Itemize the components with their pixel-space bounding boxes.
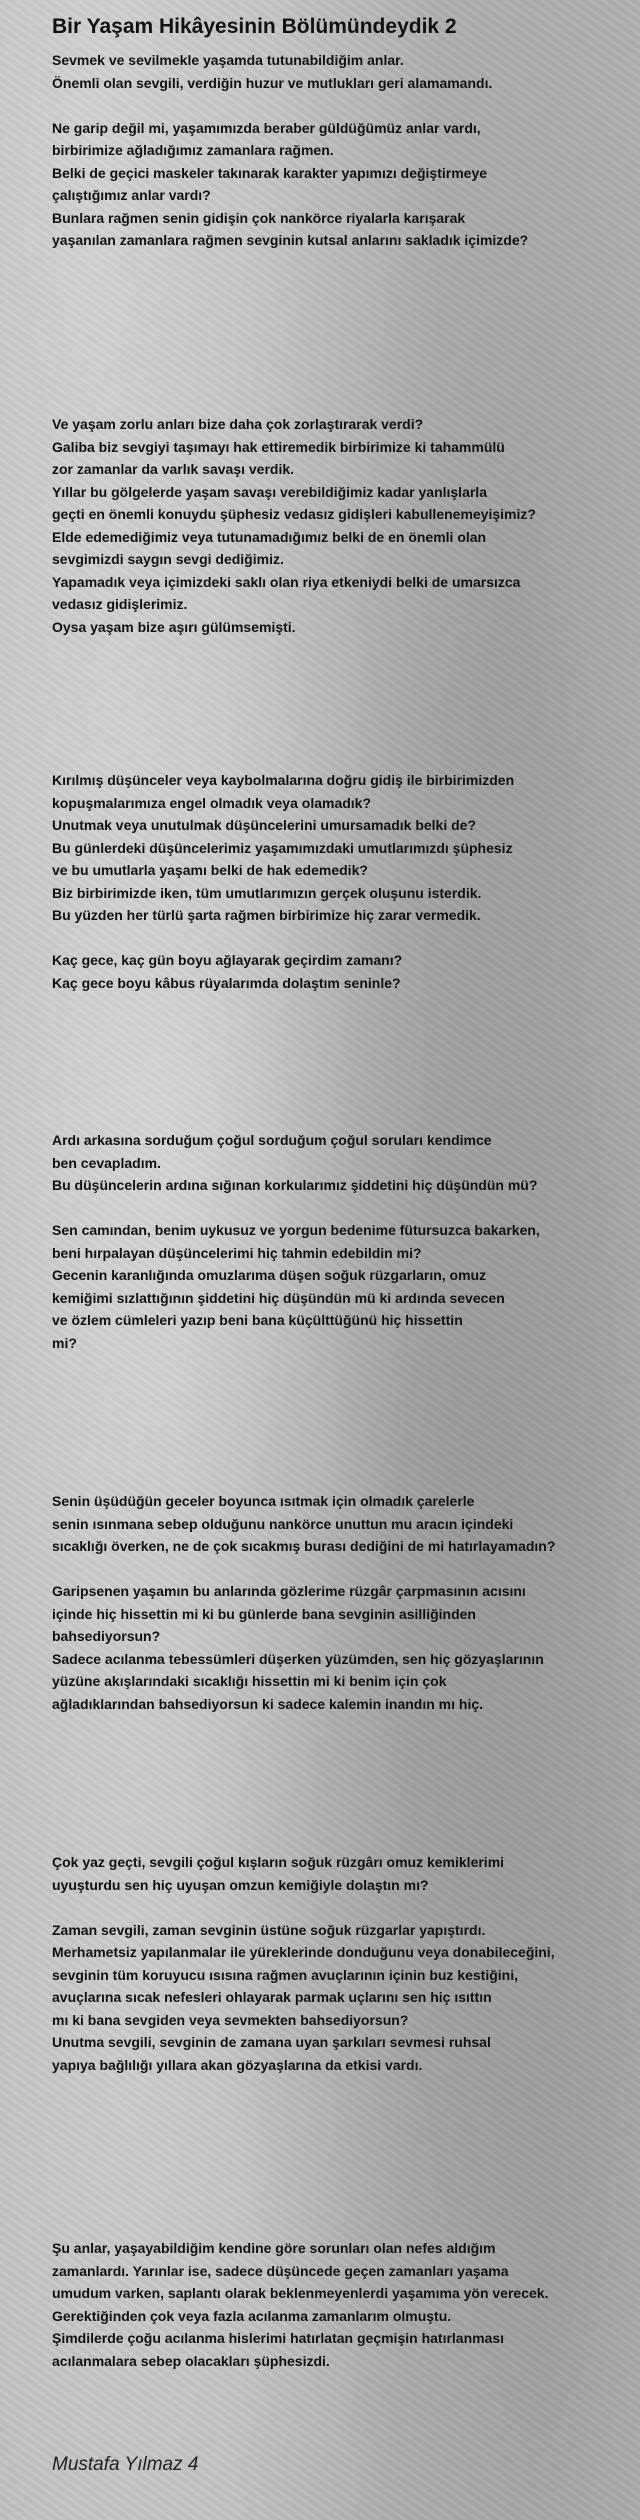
poem-stanza-6: Çok yaz geçti, sevgili çoğul kışların soğuk rüzgârı omuz kemiklerimi uyuşturdu sen hiç uyuşan omzun kemiğiyle dolaştın mı? Zaman sevgili, zaman sevginin üstüne soğuk rüzgarlar yapıştırdı. Merhametsiz yapılanmalar ile yüreklerinde donduğunu veya donabileceğini, sevginin tüm koruyucu ısısına rağmen avuçlarının içinin buz kestiğini, avuçlarına sıcak nefesleri ohlayarak parmak uçlarını sen hiç ısıttın mı ki bana sevgiden veya sevmekten bahsediyorsun? Unutma sevgili, sevginin de zamana uyan şarkıları sevmesi ruhsal yapıya bağlılığı yıllara akan gözyaşlarına da etkisi vardı. <box>52 1854 555 2073</box>
poem-stanza-1: Sevmek ve sevilmekle yaşamda tutunabildiğim anlar. Önemli olan sevgili, verdiğin huzur ve mutlukları geri alamamandı. Ne garip değil mi, yaşamımızda beraber güldüğümüz anlar vardı, birbirimize ağladığımız zamanlara rağmen. Belki de geçici maskeler takınarak karakter yapımızı değiştirmeye çalıştığımız anlar vardı? Bunlara rağmen senin gidişin çok nankörce riyalarla karışarak yaşanılan zamanlara rağmen sevginin kutsal anlarını sakladık içimizde? <box>52 52 529 248</box>
poem-stanza-3: Kırılmış düşünceler veya kaybolmalarına doğru gidiş ile birbirimizden kopuşmalarımıza engel olmadık veya olamadık? Unutmak veya unutulmak düşüncelerini umursamadık belki de? Bu günlerdeki düşüncelerimiz yaşamımızdaki umutlarımızdı şüphesiz ve bu umutlarla yaşamı belki de hak edemedik? Biz birbirimizde iken, tüm umutlarımızın gerçek oluşunu isterdik. Bu yüzden her türlü şarta rağmen birbirimize hiç zarar vermedik. Kaç gece, kaç gün boyu ağlayarak geçirdim zamanı? Kaç gece boyu kâbus rüyalarımda dolaştım seninle? <box>52 772 515 991</box>
poem-stanza-5: Senin üşüdüğün geceler boyunca ısıtmak için olmadık çarelerle senin ısınmana sebep olduğunu nankörce unuttun mu aracın içindeki sıcaklığı överken, ne de çok sıcakmış burası dediğini de mi hatırlayamadın? Garipsenen yaşamın bu anlarında gözlerime rüzgâr çarpmasının acısını içinde hiç hissettin mi ki bu günlerde bana sevginin asilliğinden bahsediyorsun? Sadece acılanma tebessümleri düşerken yüzümden, sen hiç gözyaşlarının yüzüne akışlarındaki sıcaklığı hissettin mi ki benim için çok ağladıklarından bahsediyorsun ki sadece kalemin inandın mı hiç. <box>52 1493 556 1712</box>
poem-stanza-2: Ve yaşam zorlu anları bize daha çok zorlaştırarak verdi? Galiba biz sevgiyi taşımayı hak ettiremedik birbirimize ki tahammülü zor zamanlar da varlık savaşı verdik. Yıllar bu gölgelerde yaşam savaşı verebildiğimiz kadar yanlışlarla geçti en önemli konuydu şüphesiz vedasız gidişleri kabullenemeyişimiz? Elde edemediğimiz veya tutunamadığımız belki de en önemli olan sevgimizdi saygın sevgi dediğimiz. Yapamadık veya içimizdeki saklı olan riya etkeniydi belki de umarsızca vedasız gidişlerimiz. Oysa yaşam bize aşırı gülümsemişti. <box>52 416 536 635</box>
page-title: Bir Yaşam Hikâyesinin Bölümündeydik 2 <box>52 15 457 38</box>
poem-stanza-7: Şu anlar, yaşayabildiğim kendine göre sorunları olan nefes aldığım zamanlardı. Yarınlar ise, sadece düşüncede geçen zamanları yaşama umudum varken, saplantı olarak beklenmeyenlerdi yaşamıma yön verecek. Gerektiğinden çok veya fazla acılanma zamanlarım olmuştu. Şimdilerde çoğu acılanma hislerimi hatırlatan geçmişin hatırlanması acılanmalara sebep olacakları şüphesizdi. <box>52 2240 549 2369</box>
poem-stanza-4: Ardı arkasına sorduğum çoğul sorduğum çoğul soruları kendimce ben cevapladım. Bu düşüncelerin ardına sığınan korkularımız şiddetini hiç düşündün mü? Sen camından, benim uykusuz ve yorgun bedenime fütursuzca bakarken, beni hırpalayan düşüncelerimi hiç tahmin edebildin mi? Gecenin karanlığında omuzlarıma düşen soğuk rüzgarların, omuz kemiğimi sızlattığının şiddetini hiç düşündün mü ki ardında sevecen ve özlem cümleleri yazıp beni bana küçülttüğünü hiç hissettin mi? <box>52 1132 540 1351</box>
author-signature: Mustafa Yılmaz 4 <box>52 2454 199 2475</box>
